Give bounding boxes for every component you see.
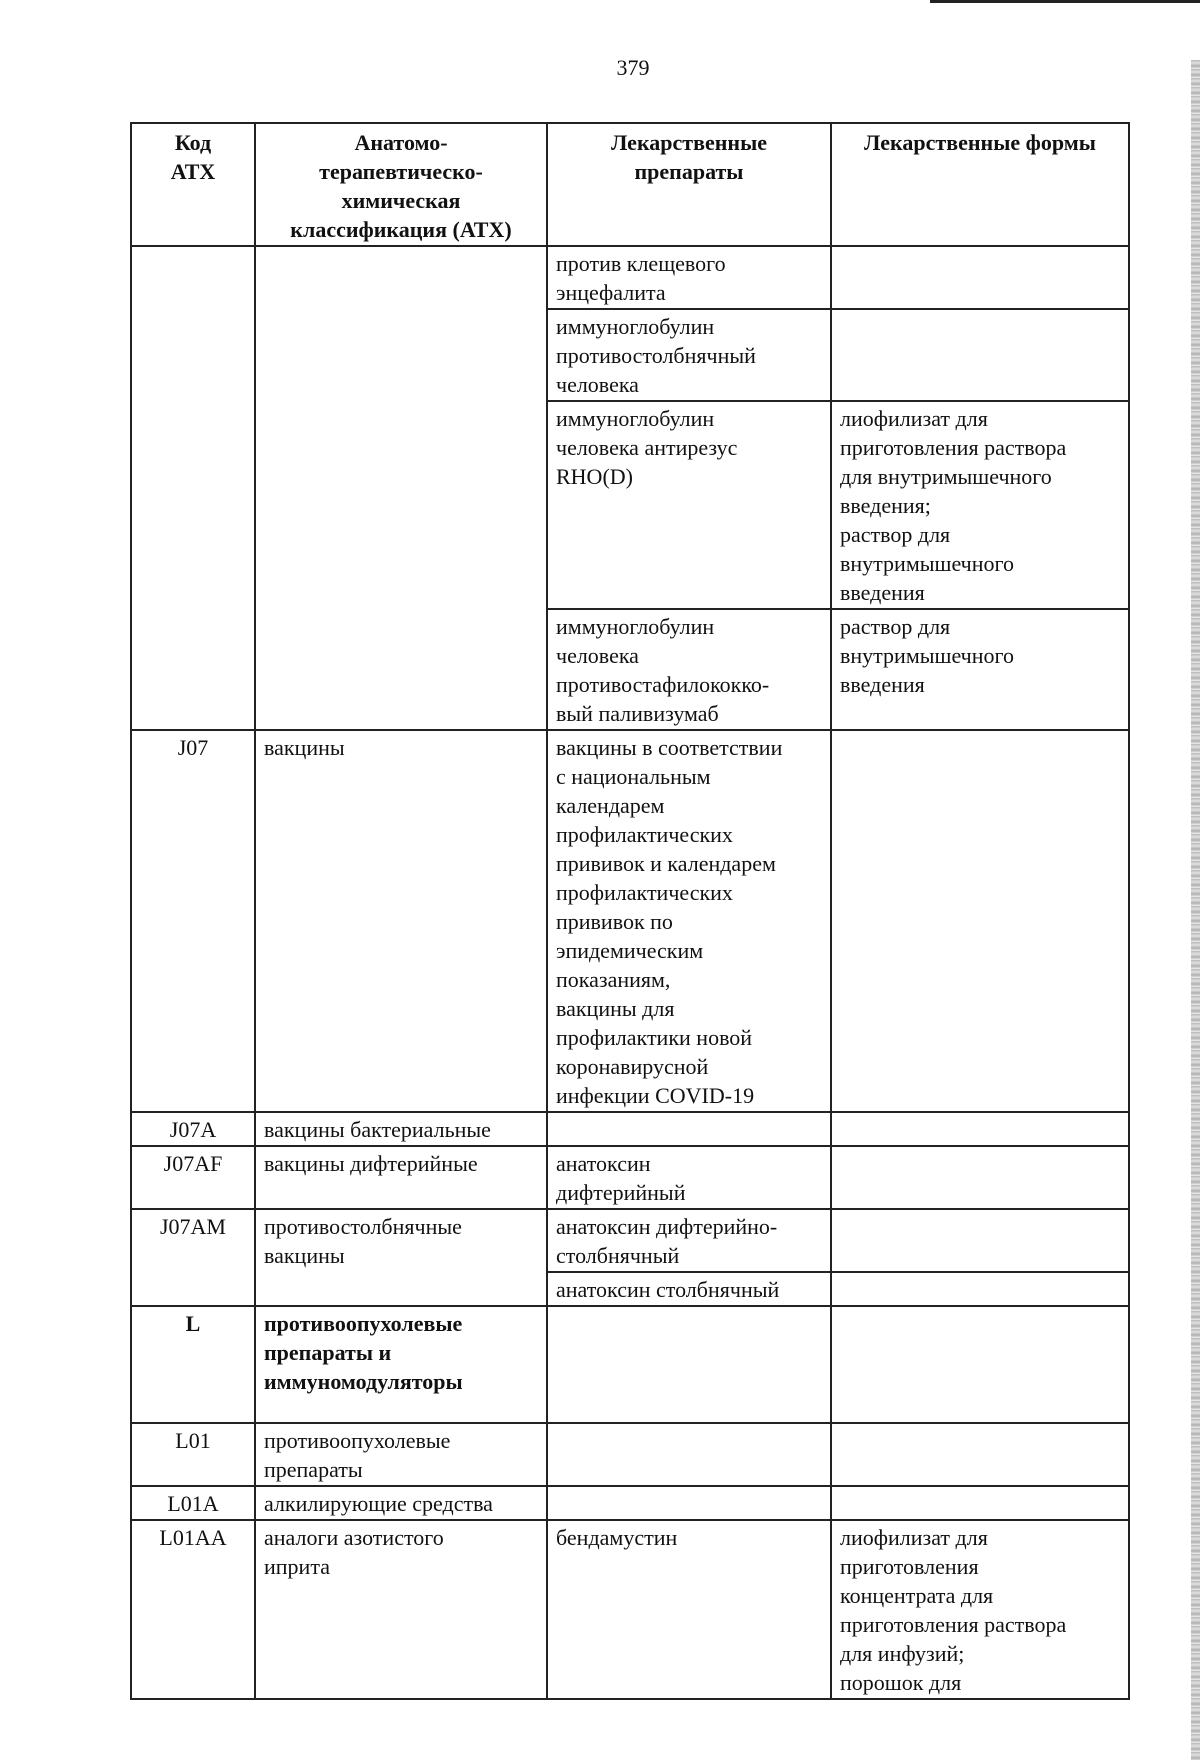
cell-code: J07AF <box>131 1146 255 1209</box>
table-row <box>131 1520 1129 1699</box>
cell-form <box>831 246 1129 309</box>
top-edge-rule <box>930 0 1200 3</box>
cell-form: лиофилизат для приготовления концентрата для приготовления раствора для инфузий; порошок для <box>831 1520 1129 1699</box>
cell-code <box>131 246 255 730</box>
header-drugs: Лекарственные препараты <box>547 123 831 246</box>
cell-classification <box>255 246 547 730</box>
cell-drug: иммуноглобулин человека противостафилококко- вый паливизумаб <box>547 609 831 730</box>
cell-form <box>831 1272 1129 1306</box>
page-number: 379 <box>616 55 650 80</box>
cell-drug: иммуноглобулин человека антирезус RHO(D) <box>547 401 831 609</box>
header-forms: Лекарственные формы <box>831 123 1129 246</box>
cell-form <box>831 730 1129 1112</box>
cell-classification: противоопухолевые препараты <box>255 1423 547 1486</box>
cell-form: лиофилизат для приготовления раствора для внутримышечного введения; раствор для внутримышечного введения <box>831 401 1129 609</box>
cell-classification: вакцины бактериальные <box>255 1112 547 1146</box>
cell-code: L01A <box>131 1486 255 1520</box>
cell-classification: алкилирующие средства <box>255 1486 547 1520</box>
cell-form: раствор для внутримышечного введения <box>831 609 1129 730</box>
cell-code: L <box>131 1306 255 1423</box>
header-code: Код АТХ <box>131 123 255 246</box>
cell-drug: анатоксин дифтерийно- столбнячный <box>547 1209 831 1272</box>
cell-form <box>831 1306 1129 1423</box>
cell-drug: иммуноглобулин противостолбнячный человека <box>547 309 831 401</box>
cell-classification: вакцины дифтерийные <box>255 1146 547 1209</box>
table-row <box>131 730 1129 1112</box>
cell-code: L01 <box>131 1423 255 1486</box>
cell-classification: вакцины <box>255 730 547 1112</box>
cell-form <box>831 1112 1129 1146</box>
cell-drug: анатоксин дифтерийный <box>547 1146 831 1209</box>
cell-code: J07A <box>131 1112 255 1146</box>
cell-drug <box>547 1306 831 1423</box>
cell-form <box>831 309 1129 401</box>
cell-drug: бендамустин <box>547 1520 831 1699</box>
cell-drug <box>547 1423 831 1486</box>
cell-classification: аналоги азотистого иприта <box>255 1520 547 1699</box>
header-classification: Анатомо- терапевтическо- химическая классификация (АТХ) <box>255 123 547 246</box>
cell-classification: противостолбнячные вакцины <box>255 1209 547 1306</box>
cell-code: J07 <box>131 730 255 1112</box>
cell-form <box>831 1209 1129 1272</box>
table-row <box>131 1306 1129 1423</box>
table-row <box>131 1112 1129 1146</box>
cell-drug: против клещевого энцефалита <box>547 246 831 309</box>
cell-form <box>831 1486 1129 1520</box>
cell-form <box>831 1146 1129 1209</box>
cell-code: L01AA <box>131 1520 255 1699</box>
cell-drug <box>547 1112 831 1146</box>
cell-drug <box>547 1486 831 1520</box>
table-row <box>131 1146 1129 1209</box>
table-row <box>131 1486 1129 1520</box>
cell-drug: анатоксин столбнячный <box>547 1272 831 1306</box>
table-row <box>131 1423 1129 1486</box>
cell-code: J07AM <box>131 1209 255 1306</box>
cell-classification: противоопухолевые препараты и иммуномодуляторы <box>255 1306 547 1423</box>
table-header-row <box>131 123 1129 246</box>
table-row <box>131 1209 1129 1272</box>
atc-table <box>130 122 1130 1700</box>
table-row <box>131 246 1129 309</box>
scan-edge-artifact <box>1191 60 1200 1760</box>
cell-drug: вакцины в соответствии с национальным календарем профилактических прививок и календарем профилактических прививок по эпидемическим показаниям, вакцины для профилактики новой коронавирусной инфекции COVID-19 <box>547 730 831 1112</box>
cell-form <box>831 1423 1129 1486</box>
